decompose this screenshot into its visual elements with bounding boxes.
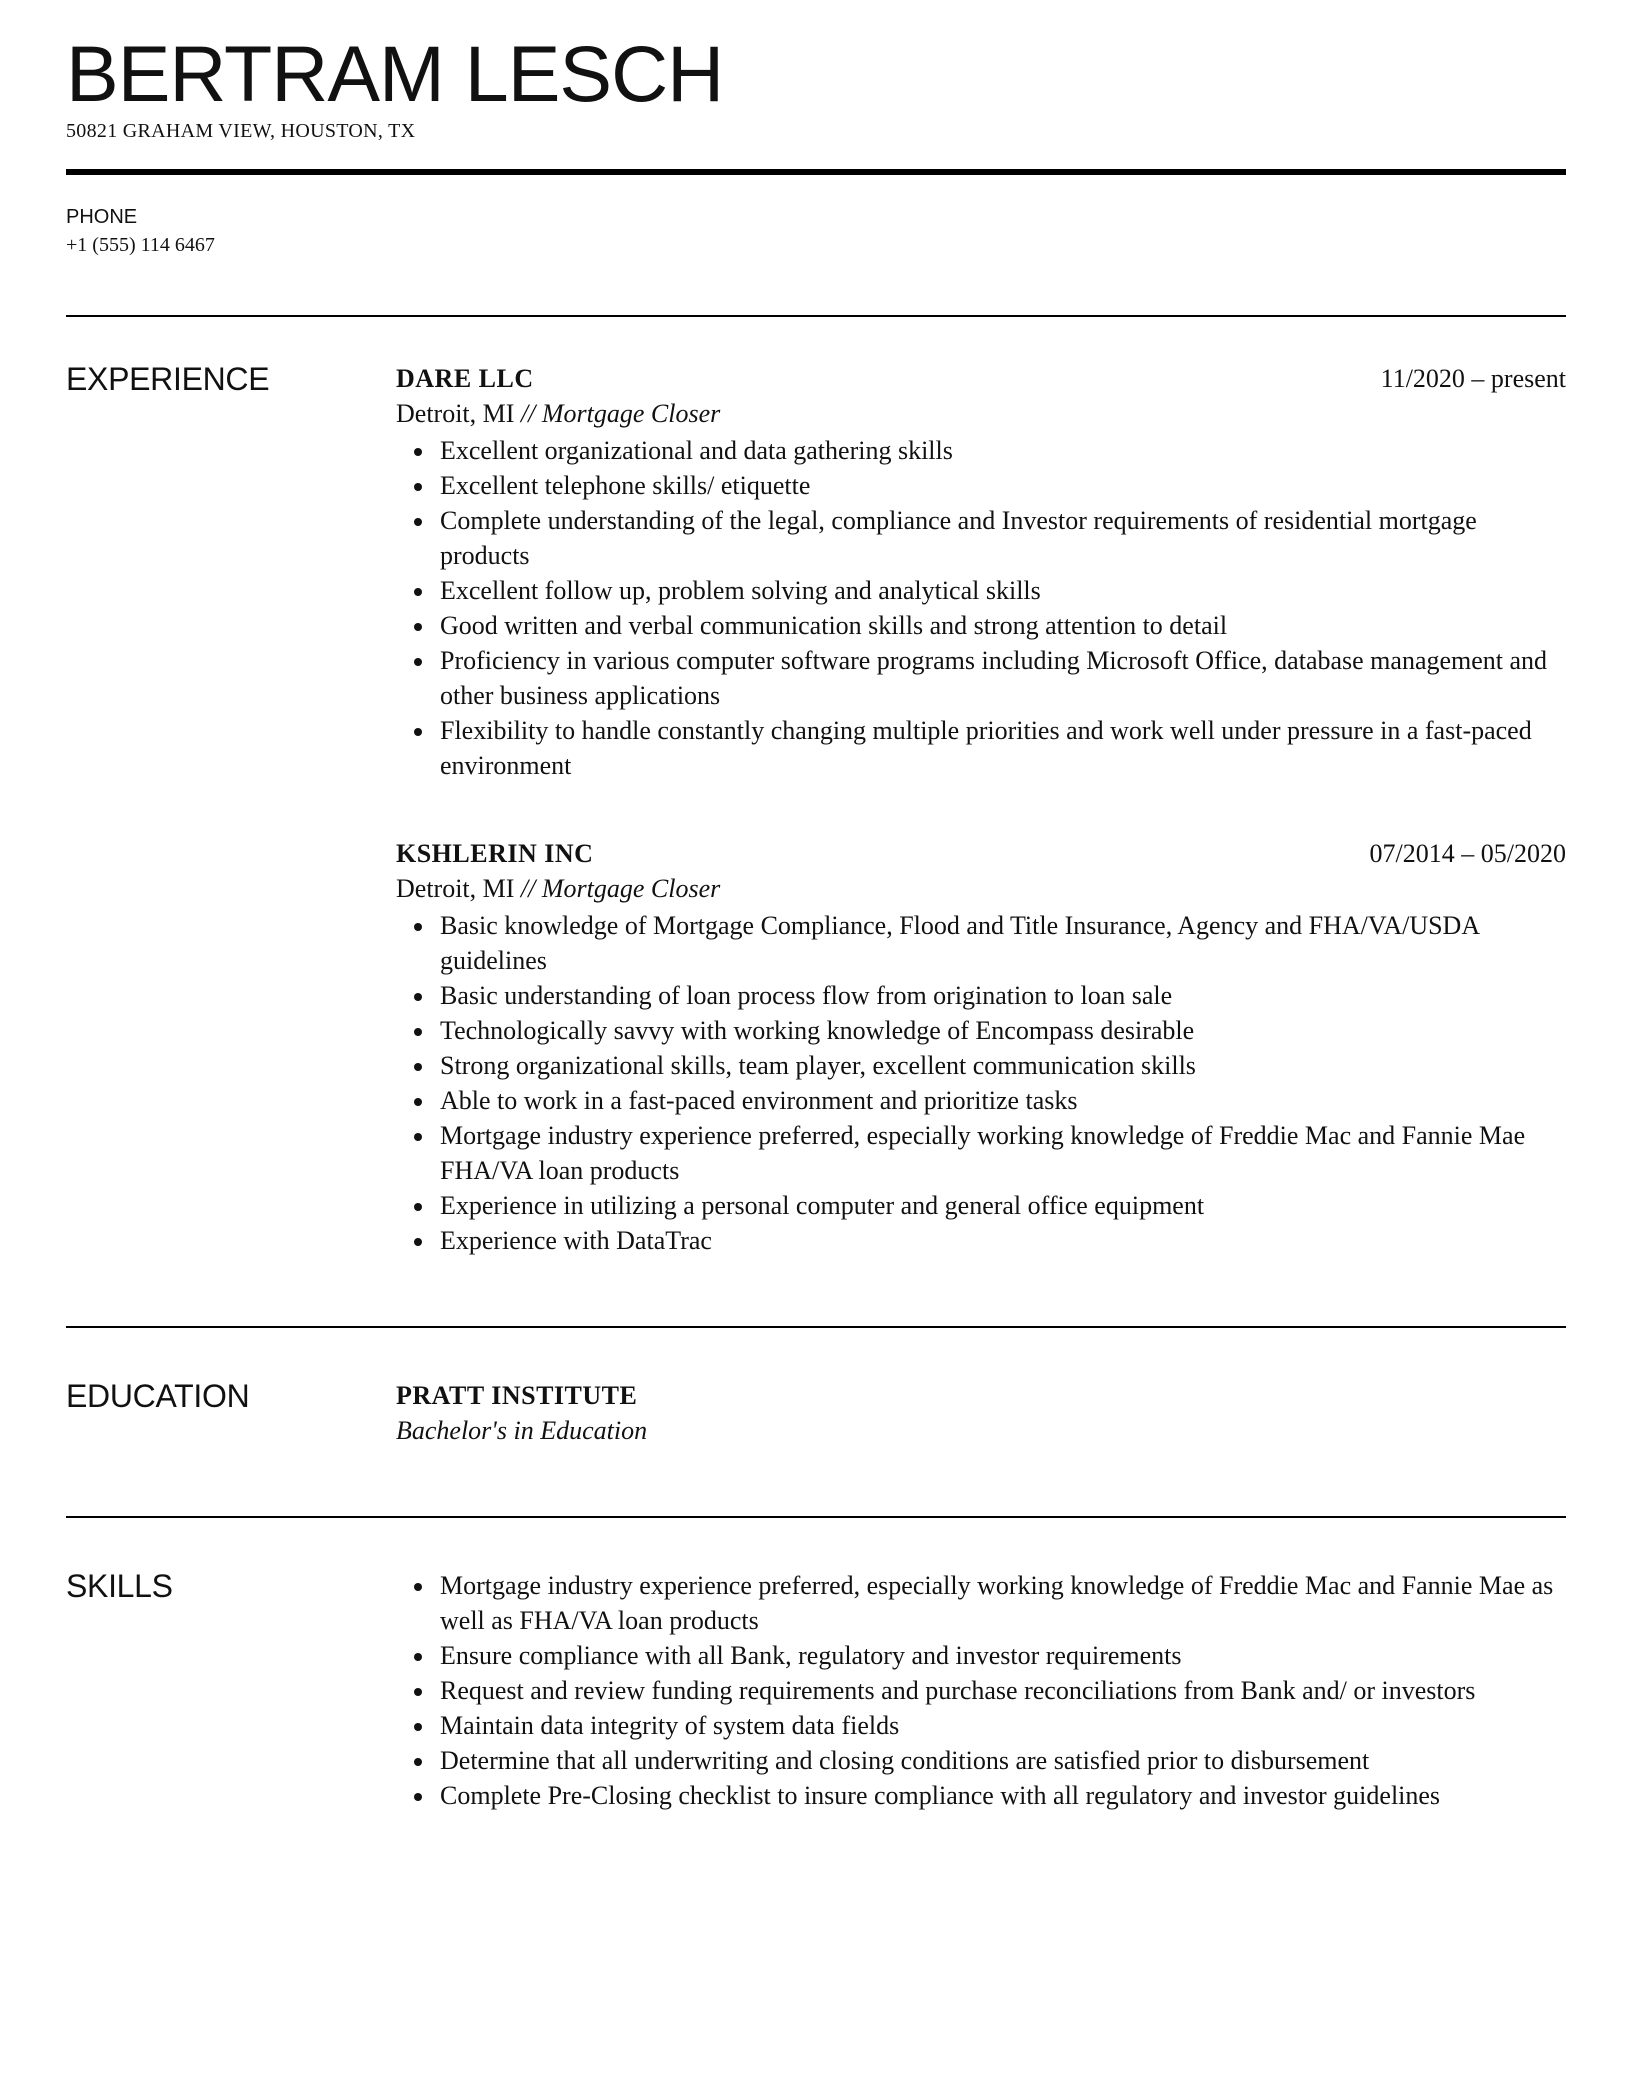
job-bullet: Good written and verbal communication skills and strong attention to detail xyxy=(396,608,1566,643)
job-bullet: Basic understanding of loan process flow from origination to loan sale xyxy=(396,978,1566,1013)
job-dates: 07/2014 – 05/2020 xyxy=(1369,839,1566,868)
job-dates: 11/2020 – present xyxy=(1380,364,1566,393)
education-divider xyxy=(66,1516,1566,1518)
education-heading: EDUCATION xyxy=(66,1378,250,1414)
job-role-line xyxy=(396,871,1566,906)
job-title: Mortgage Closer xyxy=(541,399,721,428)
skill-item: Ensure compliance with all Bank, regulatory and investor requirements xyxy=(396,1638,1566,1673)
skill-item: Mortgage industry experience preferred, especially working knowledge of Freddie Mac and Fannie Mae as well as FHA/VA loan products xyxy=(396,1568,1566,1638)
education-school: PRATT INSTITUTE xyxy=(396,1381,638,1410)
job-bullet: Complete understanding of the legal, compliance and Investor requirements of residential mortgage products xyxy=(396,503,1566,573)
candidate-name: BERTRAM LESCH xyxy=(66,29,724,118)
phone-value: +1 (555) 114 6467 xyxy=(66,234,215,256)
job-company: DARE LLC xyxy=(396,364,534,393)
job-bullets xyxy=(396,433,1566,783)
job-bullet: Basic knowledge of Mortgage Compliance, Flood and Title Insurance, Agency and FHA/VA/USDA guidelines xyxy=(396,908,1566,978)
job-location: Detroit, MI xyxy=(396,874,515,903)
job-header xyxy=(396,361,1566,396)
job-bullet: Flexibility to handle constantly changing multiple priorities and work well under pressure in a fast-paced environment xyxy=(396,713,1566,783)
job-bullet: Mortgage industry experience preferred, especially working knowledge of Freddie Mac and Fannie Mae FHA/VA loan products xyxy=(396,1118,1566,1188)
job-bullet: Excellent organizational and data gathering skills xyxy=(396,433,1566,468)
education-degree: Bachelor's in Education xyxy=(396,1416,648,1445)
job-bullet: Strong organizational skills, team player, excellent communication skills xyxy=(396,1048,1566,1083)
skill-item: Complete Pre-Closing checklist to insure compliance with all regulatory and investor guidelines xyxy=(396,1778,1566,1813)
experience-heading: EXPERIENCE xyxy=(66,361,270,397)
job-role-line xyxy=(396,396,1566,431)
job-title: Mortgage Closer xyxy=(541,874,721,903)
job-location: Detroit, MI xyxy=(396,399,515,428)
skills-list xyxy=(396,1568,1566,1813)
candidate-address: 50821 GRAHAM VIEW, HOUSTON, TX xyxy=(66,120,416,142)
job-entry xyxy=(396,361,1566,783)
experience-body xyxy=(396,361,1566,1258)
job-entry xyxy=(396,836,1566,1258)
skill-item: Maintain data integrity of system data fields xyxy=(396,1708,1566,1743)
job-bullet: Excellent telephone skills/ etiquette xyxy=(396,468,1566,503)
job-separator: // xyxy=(520,399,542,428)
job-bullets xyxy=(396,908,1566,1258)
skills-body xyxy=(396,1568,1566,1813)
education-body xyxy=(396,1378,1566,1448)
job-company: KSHLERIN INC xyxy=(396,839,594,868)
job-bullet: Excellent follow up, problem solving and analytical skills xyxy=(396,573,1566,608)
job-header xyxy=(396,836,1566,871)
job-bullet: Experience with DataTrac xyxy=(396,1223,1566,1258)
skills-section xyxy=(66,1568,1566,1813)
experience-divider xyxy=(66,1326,1566,1328)
contact-divider xyxy=(66,315,1566,317)
job-separator: // xyxy=(520,874,542,903)
job-bullet: Experience in utilizing a personal computer and general office equipment xyxy=(396,1188,1566,1223)
skills-heading: SKILLS xyxy=(66,1568,173,1604)
job-bullet: Proficiency in various computer software programs including Microsoft Office, database management and other business applications xyxy=(396,643,1566,713)
job-bullet: Able to work in a fast-paced environment and prioritize tasks xyxy=(396,1083,1566,1118)
skill-item: Determine that all underwriting and closing conditions are satisfied prior to disbursement xyxy=(396,1743,1566,1778)
skill-item: Request and review funding requirements and purchase reconciliations from Bank and/ or investors xyxy=(396,1673,1566,1708)
job-bullet: Technologically savvy with working knowledge of Encompass desirable xyxy=(396,1013,1566,1048)
header-divider xyxy=(66,169,1566,175)
experience-section xyxy=(66,361,1566,1258)
education-section xyxy=(66,1378,1566,1448)
phone-label: PHONE xyxy=(66,206,138,228)
